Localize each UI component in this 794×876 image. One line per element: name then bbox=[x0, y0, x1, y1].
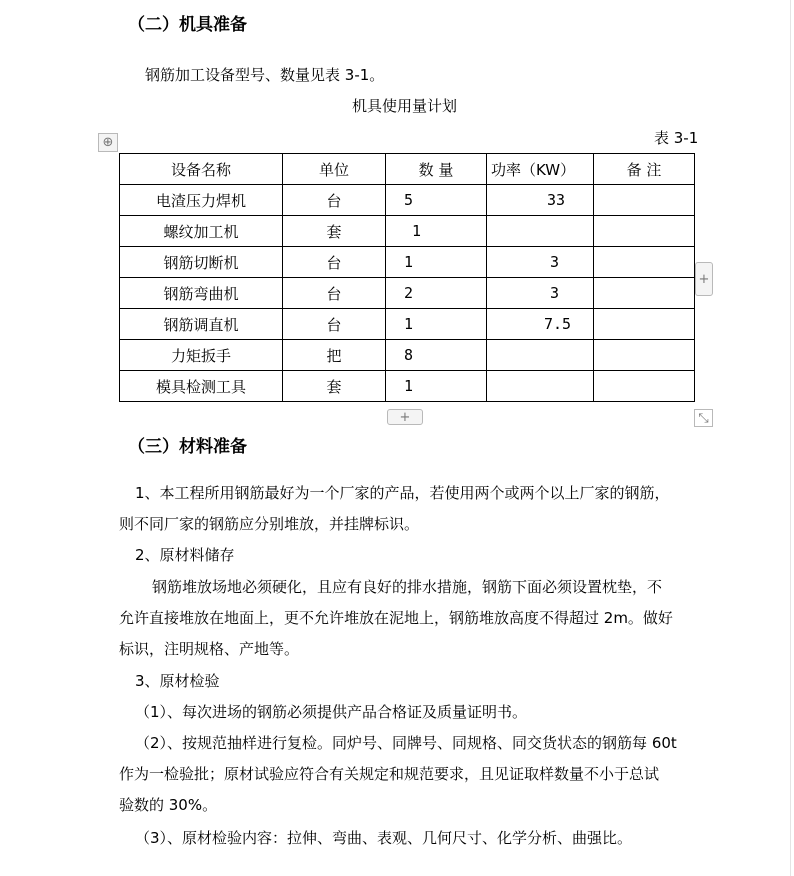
cell-name: 力矩扳手 bbox=[120, 340, 283, 371]
cell-power: 3 bbox=[487, 278, 594, 309]
equipment-table bbox=[119, 153, 695, 402]
cell-note bbox=[594, 340, 695, 371]
cell-power: 33 bbox=[487, 185, 594, 216]
table-row bbox=[120, 278, 695, 309]
cell-unit: 套 bbox=[283, 216, 386, 247]
cell-qty: 8 bbox=[386, 340, 487, 371]
cell-qty: 5 bbox=[386, 185, 487, 216]
cell-qty: 1 bbox=[386, 247, 487, 278]
subsection-title: 2、原材料储存 bbox=[135, 546, 235, 564]
table-title: 机具使用量计划 bbox=[352, 97, 458, 115]
cell-unit: 台 bbox=[283, 247, 386, 278]
header-cell-power: 功率（KW） bbox=[487, 154, 594, 185]
list-item: （2）、按规范抽样进行复检。同炉号、同牌号、同规格、同交货状态的钢筋每 60t bbox=[135, 734, 677, 752]
resize-icon: ⤡ bbox=[698, 410, 709, 426]
add-row-button[interactable] bbox=[387, 409, 423, 425]
table-number: 表 3-1 bbox=[654, 129, 699, 147]
header-cell-unit: 单位 bbox=[283, 154, 386, 185]
cell-unit: 把 bbox=[283, 340, 386, 371]
page-edge-line bbox=[790, 0, 791, 876]
cell-unit: 套 bbox=[283, 371, 386, 402]
cell-qty: 1 bbox=[386, 216, 487, 247]
table-move-handle-icon[interactable] bbox=[98, 133, 118, 152]
list-item: （3）、原材检验内容：拉伸、弯曲、表观、几何尺寸、化学分析、曲强比。 bbox=[135, 829, 633, 847]
cell-name: 模具检测工具 bbox=[120, 371, 283, 402]
section3-heading: （三）材料准备 bbox=[128, 437, 247, 457]
move-icon: ⊕ bbox=[102, 135, 114, 150]
paragraph-line: 作为一检验批；原材试验应符合有关规定和规范要求，且见证取样数量不小于总试 bbox=[119, 765, 660, 783]
cell-note bbox=[594, 185, 695, 216]
cell-unit: 台 bbox=[283, 185, 386, 216]
cell-name: 钢筋切断机 bbox=[120, 247, 283, 278]
table-header-row bbox=[120, 154, 695, 185]
cell-power bbox=[487, 371, 594, 402]
header-cell-name: 设备名称 bbox=[120, 154, 283, 185]
header-cell-note: 备 注 bbox=[594, 154, 695, 185]
table-row bbox=[120, 185, 695, 216]
table-resize-handle[interactable] bbox=[694, 409, 713, 427]
paragraph-line: 标识，注明规格、产地等。 bbox=[119, 640, 300, 658]
paragraph-line: 1、本工程所用钢筋最好为一个厂家的产品，若使用两个或两个以上厂家的钢筋， bbox=[135, 484, 670, 502]
cell-name: 螺纹加工机 bbox=[120, 216, 283, 247]
cell-unit: 台 bbox=[283, 278, 386, 309]
list-item: （1）、每次进场的钢筋必须提供产品合格证及质量证明书。 bbox=[135, 703, 528, 721]
cell-power: 7.5 bbox=[487, 309, 594, 340]
cell-name: 钢筋弯曲机 bbox=[120, 278, 283, 309]
cell-name: 钢筋调直机 bbox=[120, 309, 283, 340]
paragraph-line: 验数的 30%。 bbox=[119, 796, 218, 814]
section2-heading: （二）机具准备 bbox=[128, 15, 247, 35]
paragraph-line: 允许直接堆放在地面上，更不允许堆放在泥地上，钢筋堆放高度不得超过 2m。做好 bbox=[119, 609, 673, 627]
cell-power bbox=[487, 340, 594, 371]
cell-power bbox=[487, 216, 594, 247]
cell-note bbox=[594, 216, 695, 247]
cell-power: 3 bbox=[487, 247, 594, 278]
table-row bbox=[120, 309, 695, 340]
cell-qty: 2 bbox=[386, 278, 487, 309]
cell-qty: 1 bbox=[386, 371, 487, 402]
subsection-title: 3、原材检验 bbox=[135, 672, 220, 690]
cell-note bbox=[594, 278, 695, 309]
paragraph-line: 钢筋堆放场地必须硬化，且应有良好的排水措施，钢筋下面必须设置枕垫，不 bbox=[152, 578, 663, 596]
table-row bbox=[120, 247, 695, 278]
cell-unit: 台 bbox=[283, 309, 386, 340]
section2-intro: 钢筋加工设备型号、数量见表 3-1。 bbox=[145, 66, 385, 84]
table-row bbox=[120, 340, 695, 371]
table-row bbox=[120, 371, 695, 402]
cell-note bbox=[594, 247, 695, 278]
plus-icon: + bbox=[399, 409, 411, 425]
cell-qty: 1 bbox=[386, 309, 487, 340]
paragraph-line: 则不同厂家的钢筋应分别堆放，并挂牌标识。 bbox=[119, 515, 420, 533]
cell-note bbox=[594, 371, 695, 402]
cell-note bbox=[594, 309, 695, 340]
table-row bbox=[120, 216, 695, 247]
cell-name: 电渣压力焊机 bbox=[120, 185, 283, 216]
plus-icon: + bbox=[698, 271, 710, 287]
add-column-button[interactable] bbox=[695, 262, 713, 296]
header-cell-qty: 数 量 bbox=[386, 154, 487, 185]
